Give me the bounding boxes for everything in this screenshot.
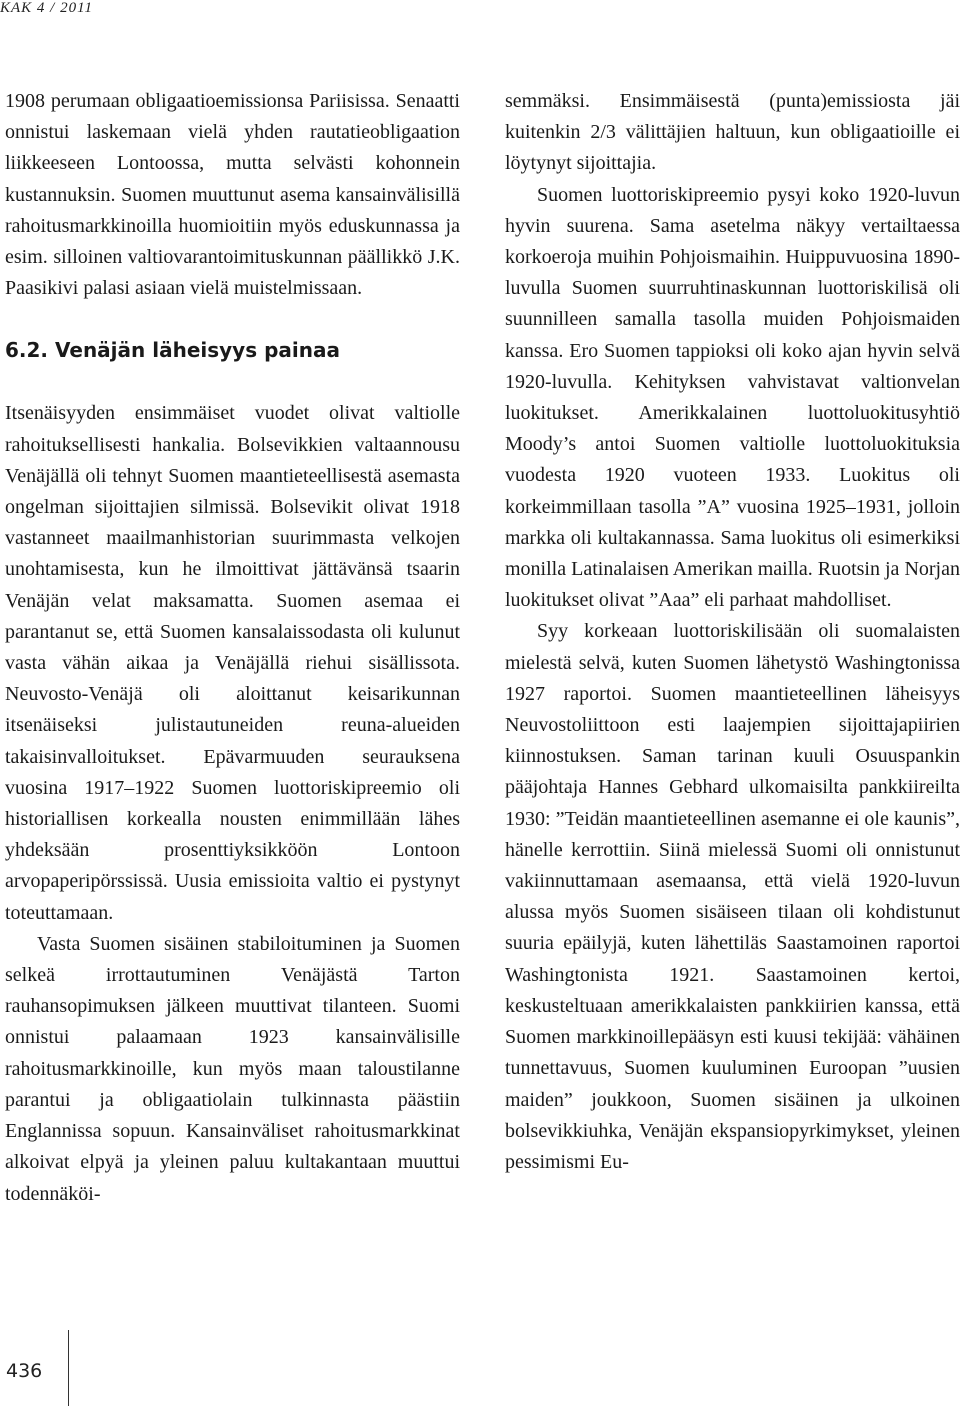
paragraph: Syy korkeaan luottoriskilisään oli suomalaisten mielestä selvä, kuten Suomen lähetystö Washingtonissa 1927 raportoi. Suomen maantieteellinen läheisyys Neuvostoliittoon esti laajempien sijoittajapiirien kiinnostuksen. Saman tarinan kuuli Osuuspankin pääjohtaja Hannes Gebhard ulkomaisilta pankkiireilta 1930: ”Teidän maantieteellinen asemanne ei ole kaunis”, hänelle kerrottiin. Siinä mielessä Suomi oli onnistunut vakiinnuttamaan asemaansa, että vielä 1920-luvun alussa myös Suomen sisäiseen tilaan oli kohdistunut suuria epäilyjä, kuten lähettiläs Saastamoinen raportoi Washingtonista 1921. Saastamoinen kertoi, keskusteltuaan amerikkalaisten pankkiirien kanssa, että Suomen markkinoillepääsyn esti kuusi tekijää: vähäinen tunnettavuus, Suomen kuuluminen Euroopan ”uusien maiden” joukkoon, Suomen sisäinen ja ulkoinen bolsevikkiuhka, Venäjän ekspansiopyrkimykset, yleinen pessimismi Eu- (505, 620, 960, 1173)
folio-divider (68, 1330, 69, 1406)
paragraph: 1908 perumaan obligaatioemissionsa Pariisissa. Senaatti onnistui laskemaan vielä yhden rautatieobligaation liikkeeseen Lontoossa, mutta selvästi kohonnein kustannuksin. Suomen muuttunut asema kansainvälisillä rahoitusmarkkinoilla huomioitiin myös eduskunnassa ja esim. silloinen valtiovarantoimituskunnan päällikkö J.K. Paasikivi palasi asiaan vielä muistelmissaan. (5, 90, 460, 300)
right-column (505, 86, 960, 1178)
section-heading: 6.2. Venäjän läheisyys painaa (5, 338, 340, 363)
running-header: KAK 4 / 2011 (0, 0, 93, 16)
paragraph: Itsenäisyyden ensimmäiset vuodet olivat valtiolle rahoituksellisesti hankalia. Bolsevikkien valtaannousu Venäjällä oli tehnyt Suomen maantieteellisestä asemasta ongelman sijoittajien silmissä. Bolsevikit olivat 1918 vastanneet maailmanhistorian suurimmasta velkojen unohtamisesta, kun he ilmoittivat jättävänsä tsaarin Venäjän velat maksamatta. Suomen asemaa ei parantanut se, että Suomen kansalaissodasta oli kulunut vasta vähän aikaa ja Venäjällä riehui sisällissota. Neuvosto-Venäjä oli aloittanut keisarikunnan itsenäiseksi julistautuneiden reuna-alueiden takaisinvalloitukset. Epävarmuuden seurauksena vuosina 1917–1922 Suomen luottoriskipreemio oli historiallisen korkealla nousten enimmillään lähes yhdeksään prosenttiyksikköön Lontoon arvopaperipörssissä. Uusia emissioita valtio ei pystynyt toteuttamaan. (5, 402, 460, 924)
left-column (5, 86, 460, 1210)
paragraph: semmäksi. Ensimmäisestä (punta)emissiosta jäi kuitenkin 2/3 välittäjien haltuun, kun obligaatioille ei löytynyt sijoittajia. (505, 90, 960, 175)
paragraph: Suomen luottoriskipreemio pysyi koko 1920-luvun hyvin suurena. Sama asetelma näkyy vertailtaessa korkoeroja muihin Pohjoismaihin. Huippuvuosina 1890-luvulla Suomen suurruhtinaskunnan luottoriskilisä oli suunnilleen samalla tasolla muiden Pohjoismaiden kanssa. Ero Suomen tappioksi oli koko ajan hyvin selvä 1920-luvulla. Kehityksen vahvistavat valtionvelan luokitukset. Amerikkalainen luottoluokitusyhtiö Moody’s antoi Suomen valtiolle luottoluokituksia vuodesta 1920 vuoteen 1933. Luokitus oli korkeimmillaan tasolla ”A” vuosina 1925–1931, jolloin markka oli kultakannassa. Sama luokitus oli esimerkiksi monilla Latinalaisen Amerikan mailla. Ruotsin ja Norjan luokitukset olivat ”Aaa” eli parhaat mahdolliset. (505, 183, 960, 612)
page-number: 436 (6, 1360, 43, 1382)
paragraph: Vasta Suomen sisäinen stabiloituminen ja Suomen selkeä irrottautuminen Venäjästä Tarton rauhansopimuksen jälkeen muuttivat tilanteen. Suomi onnistui palaamaan 1923 kansainvälisille rahoitusmarkkinoille, kun myös maan taloustilanne parantui ja obligaatiolain tulkinnasta päästiin Englannissa sopuun. Kansainväliset rahoitusmarkkinat alkoivat elpyä ja yleinen paluu kultakantaan muuttui todennäköi- (5, 932, 460, 1205)
